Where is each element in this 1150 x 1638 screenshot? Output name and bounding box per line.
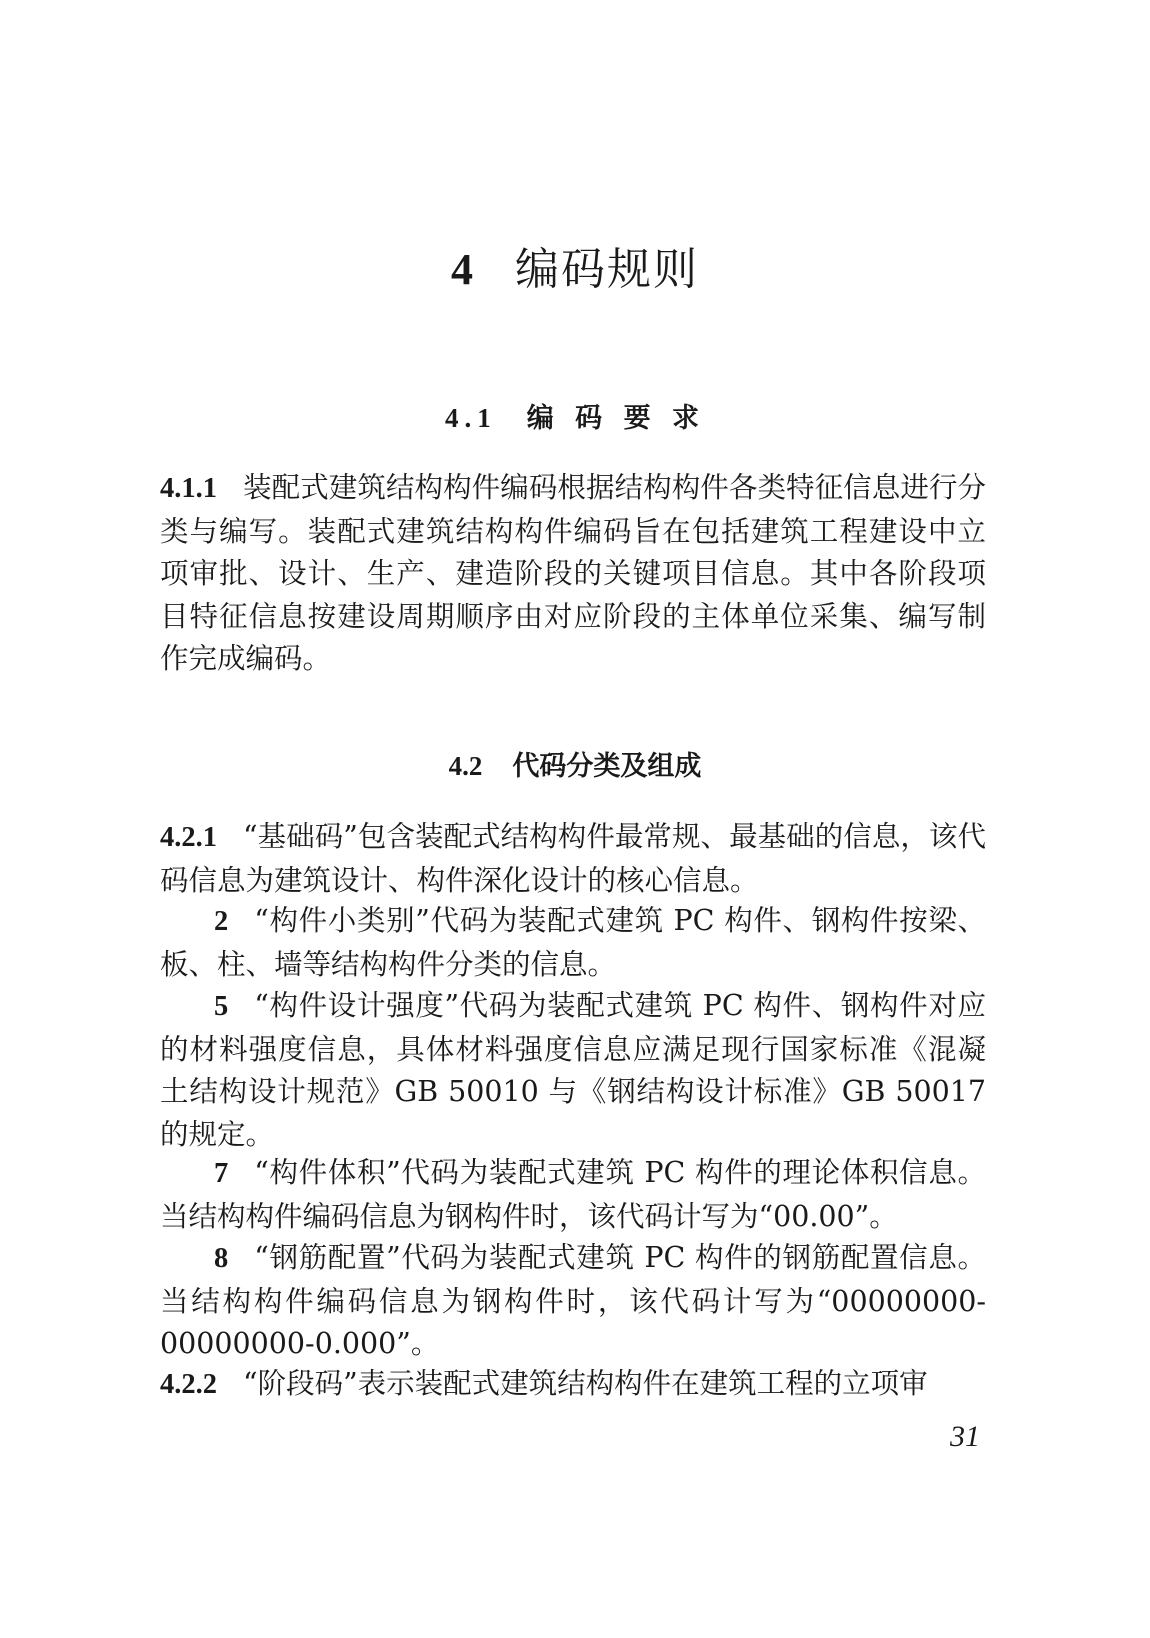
clause-4-2-1 [160, 816, 986, 902]
section-4-1-heading [0, 400, 1150, 437]
clause-number: 4.2.1 [160, 822, 217, 853]
item-text: “构件设计强度”代码为装配式建筑 PC 构件、钢构件对应的材料强度信息，具体材料强度信息应满足现行国家标准《混凝土结构设计规范》GB 50010 与《钢结构设计标准》GB 50017 的规定。 [160, 989, 986, 1151]
chapter-title-text: 编码规则 [515, 244, 699, 295]
section-number: 4.1 [445, 403, 497, 433]
clause-4-2-1-item-2 [160, 900, 986, 986]
section-title-text: 编 码 要 求 [526, 403, 705, 434]
clause-4-2-1-item-8 [160, 1237, 986, 1366]
item-text: “构件小类别”代码为装配式建筑 PC 构件、钢构件按梁、板、柱、墙等结构构件分类的信息。 [160, 904, 986, 981]
clause-text: “阶段码”表示装配式建筑结构构件在建筑工程的立项审 [243, 1367, 928, 1400]
page-number: 31 [950, 1420, 980, 1453]
item-number: 5 [214, 991, 229, 1022]
item-number: 8 [214, 1243, 229, 1274]
clause-number: 4.2.2 [160, 1369, 217, 1400]
clause-4-2-2 [160, 1363, 986, 1407]
item-number: 2 [214, 906, 229, 937]
chapter-number: 4 [451, 245, 475, 294]
item-number: 7 [214, 1158, 229, 1189]
section-4-2-heading [0, 748, 1150, 785]
clause-4-1-1 [160, 467, 986, 681]
item-text: “钢筋配置”代码为装配式建筑 PC 构件的钢筋配置信息。当结构构件编码信息为钢构件时，该代码计写为“00000000-00000000-0.000”。 [160, 1241, 986, 1360]
clause-number: 4.1.1 [160, 473, 217, 504]
clause-4-2-1-item-5 [160, 985, 986, 1156]
clause-text: “基础码”包含装配式结构构件最常规、最基础的信息，该代码信息为建筑设计、构件深化设计的核心信息。 [160, 820, 986, 897]
clause-4-2-1-item-7 [160, 1152, 986, 1238]
section-number: 4.2 [448, 751, 483, 781]
item-text: “构件体积”代码为装配式建筑 PC 构件的理论体积信息。当结构构件编码信息为钢构件时，该代码计写为“00.00”。 [160, 1156, 986, 1233]
chapter-title [0, 242, 1150, 298]
clause-text: 装配式建筑结构构件编码根据结构构件各类特征信息进行分类与编写。装配式建筑结构构件编码旨在包括建筑工程建设中立项审批、设计、生产、建造阶段的关键项目信息。其中各阶段项目特征信息按建设周期顺序由对应阶段的主体单位采集、编写制作完成编码。 [160, 471, 986, 675]
section-title-text: 代码分类及组成 [512, 751, 702, 782]
